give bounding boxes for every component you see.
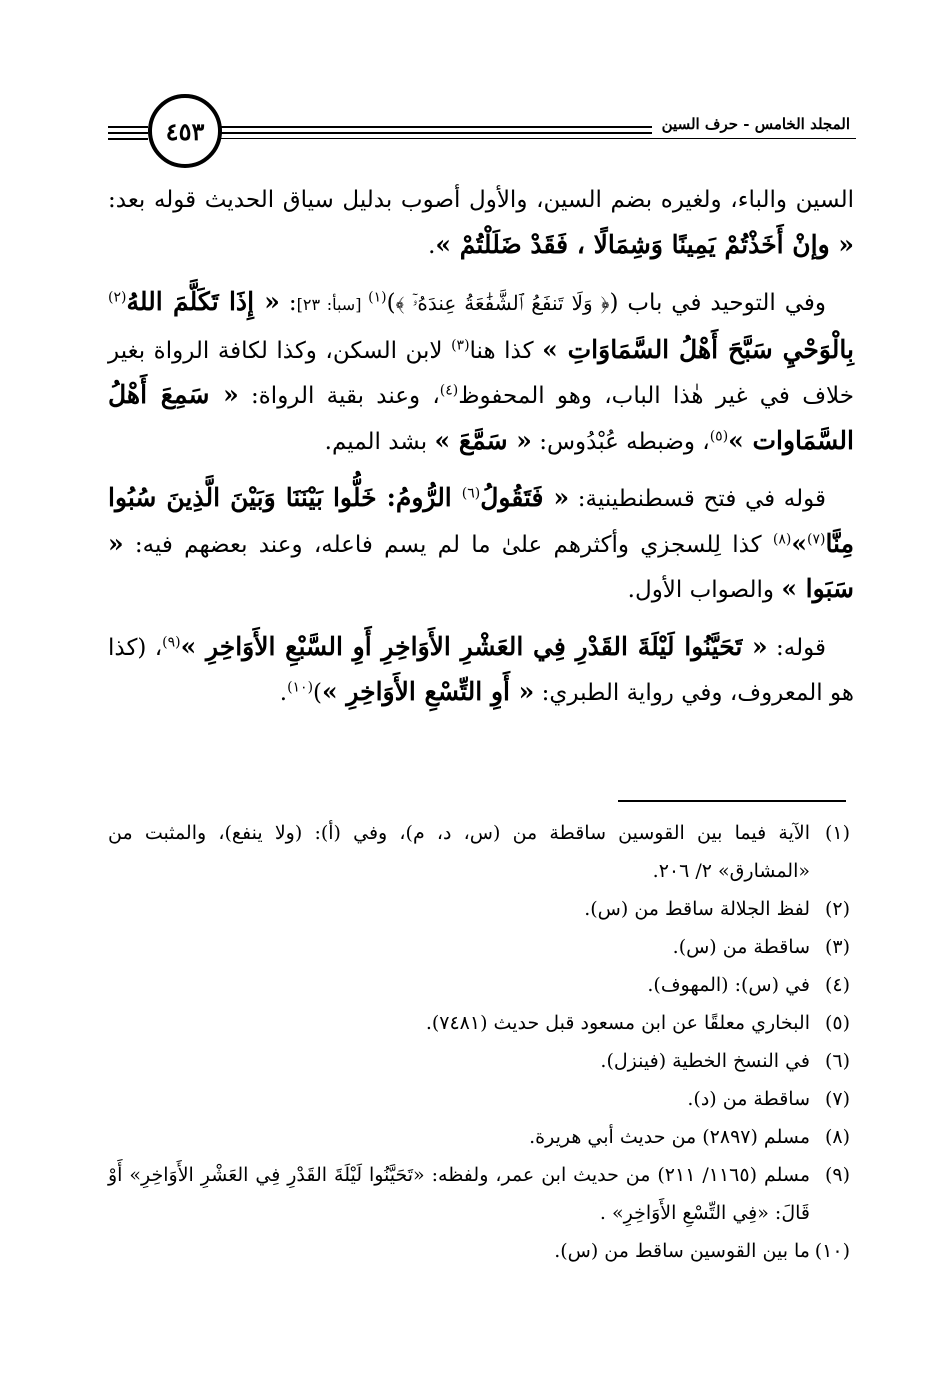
- footnote-text: ساقطة من (س).: [672, 936, 810, 958]
- footnote-number: (٣): [824, 936, 850, 958]
- footnote-item: [108, 928, 850, 966]
- running-title-text: المجلد الخامس - حرف السين: [661, 115, 850, 133]
- text-run: لابن السكن، وكذا لكافة الرواة بغير خلاف في غير هٰذا الباب، وهو المحفوظ: [108, 337, 854, 409]
- footnote-item: [108, 966, 850, 1004]
- quran-verse: ﴿ وَلَا تَنفَعُ ٱلشَّفَٰعَةُ عِندَهُۥٓ ﴾: [395, 291, 610, 315]
- running-title: [652, 114, 856, 134]
- footnote-item: [108, 1004, 850, 1042]
- hadith-quote: « فَتَقُولُ: [480, 483, 570, 512]
- hadith-quote: « إِذَا تَكَلَّمَ اللهُ: [126, 287, 280, 316]
- page-number-badge: [148, 94, 222, 168]
- footnote-text: الآية فيما بين القوسين ساقطة من (س، د، م)، وفي (أ): (ولا ينفع)، والمثبت من «المشارق» ٢/ ٢٠٦.: [108, 822, 810, 882]
- hadith-quote: « تَحَيَّنُوا لَيْلَةَ القَدْرِ فِي العَشْرِ الأَوَاخِرِ أَوِ السَّبْعِ الأَوَاخِرِ »: [180, 631, 768, 661]
- hadith-quote: « سَبَوا »: [108, 528, 854, 603]
- hadith-quote: الرُّومُ: خَلُّوا بَيْنَنَا وَبَيْنَ الَّذِينَ سُبُوا مِنَّا: [108, 483, 854, 558]
- footnote-item: [108, 1156, 850, 1232]
- footnote-text: مسلم (٢٨٩٧) من حديث أبي هريرة.: [529, 1126, 810, 1148]
- text-run: وفي التوحيد في باب (: [609, 290, 826, 316]
- footnote-ref: (٦): [461, 485, 481, 502]
- text-run: كذا هنا: [469, 337, 543, 364]
- footnote-item: [108, 814, 850, 890]
- footnote-item: [108, 1042, 850, 1080]
- footnotes: [108, 814, 850, 1270]
- footnote-number: (٨): [824, 1126, 850, 1148]
- footnote-text: مسلم (١١٦٥/ ٢١١) من حديث ابن عمر، ولفظه: «تَحَيَّنُوا لَيْلَةَ القَدْرِ فِي العَشْرِ الأَوَاخِرِ» أَوْ قَالَ: «فِي التِّسْعِ الأَوَاخِرِ» .: [108, 1164, 811, 1224]
- footnote-text: في (س): (المهوف).: [647, 974, 810, 996]
- hadith-quote: « وإنْ أَخَذْتُمْ يَمِينًا وَشِمَالًا ، فَقَدْ ضَلَلْتُمْ »: [435, 229, 854, 259]
- footnote-ref: (٧): [806, 530, 826, 547]
- text-run: ، وضبطه عُبْدُوس:: [531, 428, 710, 455]
- footnote-ref: (٤): [439, 382, 459, 399]
- footnote-number: (١٠): [814, 1240, 850, 1262]
- footnote-ref: (١): [368, 289, 387, 306]
- text-run: .: [428, 232, 436, 259]
- footnote-ref: (٢): [108, 289, 127, 306]
- hadith-quote: « أَوِ التِّسْعِ الأَوَاخِرِ »: [322, 677, 535, 706]
- running-header: [108, 92, 856, 174]
- footnote-text: في النسخ الخطية (فينزل).: [600, 1050, 810, 1072]
- paragraph-4: [108, 625, 854, 716]
- footnote-number: (٤): [824, 974, 850, 996]
- footnote-number: (٧): [824, 1088, 850, 1110]
- footnote-text: لفظ الجلالة ساقط من (س).: [584, 898, 810, 920]
- footnote-ref: (١٠): [287, 679, 314, 696]
- footnote-ref: (٨): [772, 530, 792, 547]
- page-number: ٤٥٣: [165, 116, 205, 146]
- text-run: :: [279, 290, 297, 316]
- verse-reference: [سبأ: ٢٣]: [296, 295, 369, 314]
- footnote-text: ما بين القوسين ساقط من (س).: [554, 1240, 810, 1262]
- text-run: .: [279, 680, 288, 706]
- paragraph-3: [108, 476, 854, 613]
- footnote-ref: (٩): [162, 633, 181, 650]
- footnote-number: (٥): [824, 1012, 850, 1034]
- footnote-text: ساقطة من (د).: [687, 1088, 810, 1110]
- hadith-quote: « سَمَّعَ »: [434, 425, 532, 455]
- text-run: السين والباء، ولغيره بضم السين، والأول أصوب بدليل سياق الحديث قوله بعد:: [108, 187, 854, 213]
- hadith-quote: « سَمِعَ أَهْلُ السَّمَاوات »: [108, 380, 854, 455]
- footnote-item: [108, 1232, 850, 1270]
- footnote-ref: (٥): [709, 427, 729, 444]
- footnote-separator: [618, 800, 846, 802]
- footnote-item: [108, 890, 850, 928]
- footnote-item: [108, 1118, 850, 1156]
- footnote-number: (٢): [824, 898, 850, 920]
- text-run: ، وعند بقية الرواة:: [238, 383, 440, 409]
- text-run: كذا لِلسجزي وأكثرهم علىٰ ما لم يسم فاعله، وعند بعضهم فيه:: [123, 531, 773, 558]
- footnote-number: (٦): [824, 1050, 850, 1072]
- paragraph-1: [108, 178, 854, 268]
- footnote-text: البخاري معلقًا عن ابن مسعود قبل حديث (٧٤٨١).: [425, 1012, 810, 1034]
- header-rule: [108, 126, 148, 128]
- footnote-ref: (٣): [451, 336, 470, 353]
- body-text: [108, 178, 854, 728]
- text-run: ، (كذا هو المعروف، وفي رواية الطبري:: [108, 634, 854, 706]
- footnote-item: [108, 1080, 850, 1118]
- footnote-number: (١): [824, 822, 850, 844]
- hadith-quote: بِالْوَحْيِ سَبَّحَ أَهْلُ السَّمَاوَاتِ »: [542, 334, 854, 364]
- text-run: ): [313, 680, 323, 706]
- paragraph-2: [108, 280, 854, 464]
- text-run: قوله في فتح قسطنطينية:: [569, 486, 826, 512]
- text-run: ): [386, 290, 396, 316]
- text-run: قوله:: [767, 634, 826, 661]
- footnote-number: (٩): [824, 1164, 850, 1186]
- header-rule: [108, 132, 148, 134]
- hadith-quote: »: [791, 528, 807, 558]
- header-rule: [108, 138, 148, 140]
- text-run: والصواب الأول.: [627, 577, 782, 603]
- header-rule: [220, 138, 856, 139]
- text-run: بشد الميم.: [324, 428, 435, 455]
